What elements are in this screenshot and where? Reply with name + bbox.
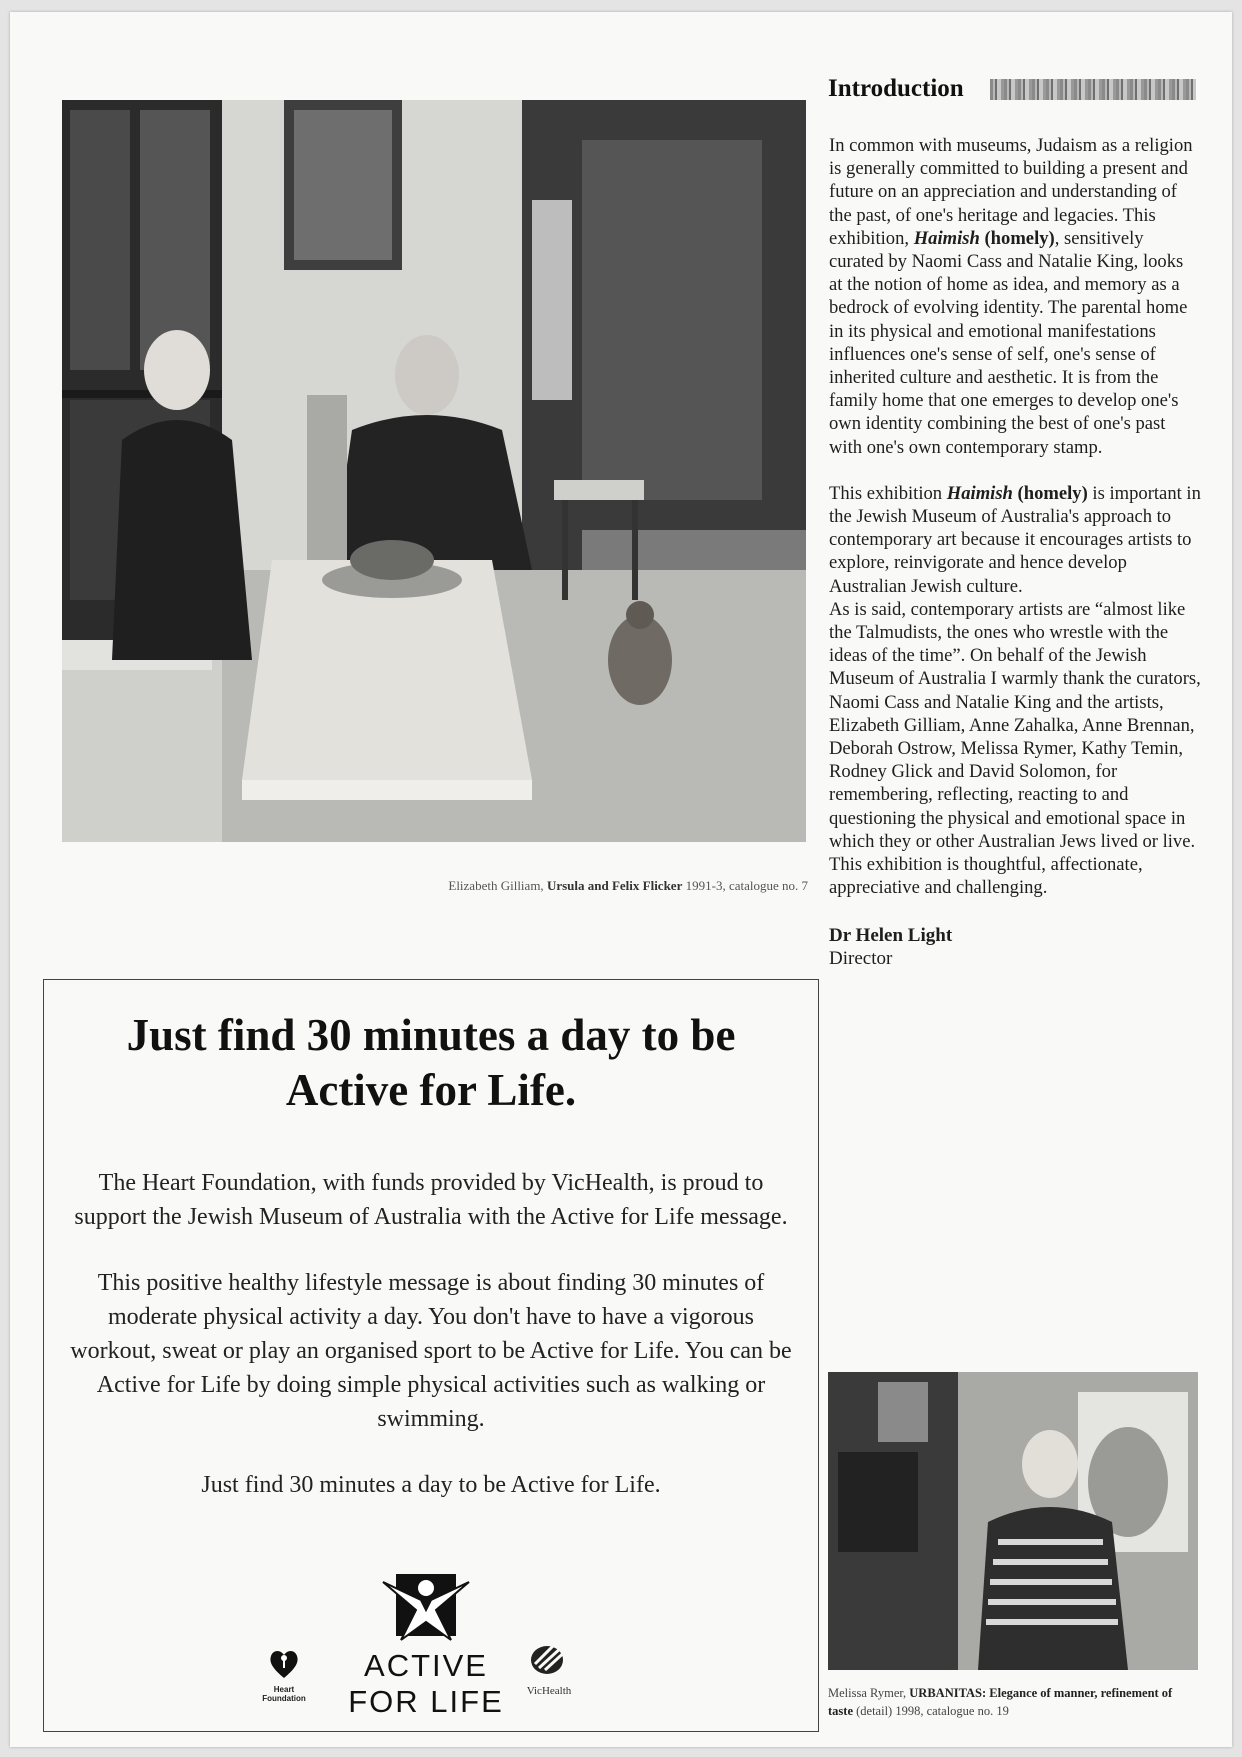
intro-p1-haimish: Haimish [913,227,980,249]
signature-name: Dr Helen Light [829,924,953,946]
caption2-artist: Melissa Rymer, [828,1686,910,1700]
caption1-artist: Elizabeth Gilliam, [448,878,547,893]
caption1-title: Ursula and Felix Flicker [546,878,683,893]
intro-paragraph-1 [829,134,1201,459]
introduction-header [828,74,1196,104]
intro-paragraph-3: As is said, contemporary artists are “almost like the Talmudists, the ones who wrestle with the ideas of the time”. On behalf of the Jewish Museum of Australia I warmly thank the curators, Naomi Cass and Natalie King and the artists, Elizabeth Gilliam, Anne Zahalka, Anne Brennan, Deborah Ostrow, Melissa Rymer, Kathy Temin, Rodney Glick and David Solomon, for remembering, reflecting, reacting to and questioning the physical and emotional space in which they or other Australian Jews lived or live. This exhibition is thoughtful, affectionate, appreciative and challenging. [829,598,1201,899]
heart-icon [269,1646,299,1680]
afl-line2: FOR LIFE [348,1684,504,1719]
vichealth-text: VicHealth [526,1685,572,1697]
intro-p2-haimish: Haimish [946,482,1013,504]
caption2-title: URBANITAS: Elegance of manner, refinement of taste [828,1686,1173,1718]
vichealth-logo [514,1638,584,1697]
intro-p2-rest: is important in the Jewish Museum of Australia's approach to contemporary art because it encourages artists to explore, reinvigorate and hence develop Australian Jewish culture. [829,482,1201,597]
photo-small-illustration [828,1372,1198,1670]
intro-p2-homely: (homely) [1012,482,1088,504]
introduction-decorative-bar [990,79,1196,100]
heart-foundation-line1: Heart [273,1685,295,1694]
intro-p2-start: This exhibition [829,482,947,504]
photo-urbanitas [828,1372,1198,1670]
intro-paragraph-2 [829,482,1201,598]
active-for-life-logo [336,1570,516,1719]
ad-paragraph-3: Just find 30 minutes a day to be Active for Life. [201,1472,661,1498]
active-for-life-ad [43,979,819,1732]
ad-title-line2: Active for Life. [285,1065,577,1115]
ad-paragraph-1: The Heart Foundation, with funds provided by VicHealth, is proud to support the Jewish Museum of Australia with the Active for Life message. [74,1170,788,1230]
ad-title [64,1008,798,1118]
photo-main-caption [260,878,808,894]
signature-role: Director [829,947,893,969]
heart-foundation-line2: Foundation [262,1694,306,1703]
photo-small-caption [828,1684,1198,1720]
caption1-rest: 1991-3, catalogue no. 7 [682,878,808,893]
afl-line1: ACTIVE [364,1648,488,1683]
photo-illustration [62,100,806,842]
intro-p1-homely: (homely) [979,227,1055,249]
active-figure-icon [381,1570,471,1642]
caption2-rest: (detail) 1998, catalogue no. 19 [853,1704,1009,1718]
ad-title-line1: Just find 30 minutes a day to be [126,1010,736,1060]
photo-ursula-felix-flicker [62,100,806,842]
introduction-body [829,134,1201,970]
intro-p1-start: In common with museums, Judaism as a religion is generally committed to building a present and future on an appreciation and understanding of the past, of one's heritage and legacies. This exhibition, [829,135,1193,249]
introduction-title: Introduction [828,74,972,104]
vichealth-icon [527,1638,571,1678]
intro-p1-rest: , sensitively curated by Naomi Cass and Natalie King, looks at the notion of home as idea, and memory as a bedrock of evolving identity. The parental home in its physical and emotional manifestations influences one's sense of self, one's sense of inherited culture and aesthetic. It is from the family home that one emerges to develop one's own identity combining the best of one's past with one's own contemporary stamp. [829,227,1188,458]
ad-paragraph-2: This positive healthy lifestyle message is about finding 30 minutes of moderate physical activity a day. You don't have to have a vigorous workout, sweat or play an organised sport to be Active for Life. You can be Active for Life by doing simple physical activities such as walking or swimming. [70,1270,792,1432]
page [10,12,1232,1747]
sponsor-logos [44,1570,818,1720]
heart-foundation-logo [254,1646,314,1703]
